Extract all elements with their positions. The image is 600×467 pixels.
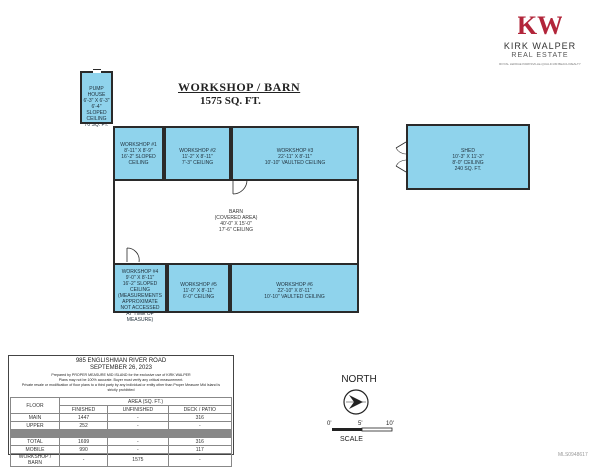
col-deck: DECK / PATIO [168,406,231,414]
pump-house-label: PUMP HOUSE 6'-3" X 6'-3" 6'-4" SLOPED CEILING 70 SQ. FT. [83,86,110,128]
workshop-5 [167,263,230,313]
info-date: SEPTEMBER 26, 2023 [89,365,153,371]
kw-logo-mark [518,10,562,40]
workshop-1 [113,126,164,181]
workshop-2-label: WORKSHOP #2 11'-2" X 8'-11" 7'-3" CEILING [179,148,216,166]
table-row: WORKSHOP / BARN - 1575 - [11,454,232,467]
table-row: TOTAL 1699 - 316 [11,438,232,446]
scale-tick-10: 10' [386,421,394,427]
area-table [10,397,232,467]
col-finished: FINISHED [60,406,108,414]
table-row: UPPER 252 - - [11,422,232,430]
mls-number: MLS0948617 [558,452,588,458]
scale-label: SCALE [340,436,363,443]
shed-label: SHED 10'-3" X 11'-3" 8'-0" CEILING 240 SQ. FT. [452,148,484,172]
barn-door-swings [113,176,359,266]
scale-tick-0: 0' [327,421,332,427]
col-floor: FLOOR [11,398,60,414]
barn-label: BARN (COVERED AREA) 40'-0" X 15'-0" 17'-6" CEILING [214,209,258,233]
table-row: MOBILE 990 - 117 [11,446,232,454]
table-row: MAIN 1447 - 316 [11,414,232,422]
workshop-6-label: WORKSHOP #6 22'-10" X 8'-11" 10'-10" VAULTED CEILING [264,282,325,300]
plan-title: WORKSHOP / BARN [178,80,301,94]
workshop-3 [231,126,359,181]
compass-icon [341,387,371,417]
info-copyright: Private resale or modification of floor plans to a third party by any individual or entity other than Proper Measure Mid Island is strictly prohibited [21,383,221,392]
col-unfinished: UNFINISHED [108,406,168,414]
logo-mark-text: KW [518,11,562,40]
shed-door [392,140,408,174]
workshop-2 [164,126,231,181]
logo-tagline: ROYAL LEPAGE PARKSVILLE-QUALICUM BEACH REALTY [499,62,581,66]
workshop-4-label: WORKSHOP #4 9'-0" X 8'-11" 16'-2" SLOPED CEILING (MEASUREMENTS APPROXIMATE NOT ACCESSED AT TIME OF MEASURE) [118,269,162,323]
workshop-3-label: WORKSHOP #3 22'-11" X 8'-11" 10'-10" VAULTED CEILING [264,148,326,166]
scale-tick-5: 5' [358,421,363,427]
logo-name: KIRK WALPER [503,41,577,51]
pump-house-door [93,69,101,73]
workshop-1-label: WORKSHOP #1 8'-11" X 8'-9" 16'-2" SLOPED CEILING [120,142,157,166]
logo-sub: REAL ESTATE [511,52,569,59]
info-prepared: Prepared by PROPER MEASURE MID ISLAND for the exclusive use of KIRK WALPER [51,373,191,377]
north-label: NORTH [341,374,377,385]
area-table-header-1 [11,398,232,406]
workshop-6 [230,263,359,313]
plan-area: 1575 SQ. FT. [200,95,261,107]
workshop-4 [113,263,167,323]
info-accuracy: Plans may not be 100% accurate. Buyer must verify any critical measurement. [58,378,184,382]
col-area: AREA (SQ. FT.) [60,398,232,406]
shed [406,124,530,190]
workshop-5-label: WORKSHOP #5 11'-0" X 8'-11" 6'-0" CEILING [180,282,217,300]
info-address: 985 ENGLISHMAN RIVER ROAD [75,358,167,364]
kw-logo [510,10,570,40]
table-separator [11,430,232,438]
pump-house [80,71,113,128]
